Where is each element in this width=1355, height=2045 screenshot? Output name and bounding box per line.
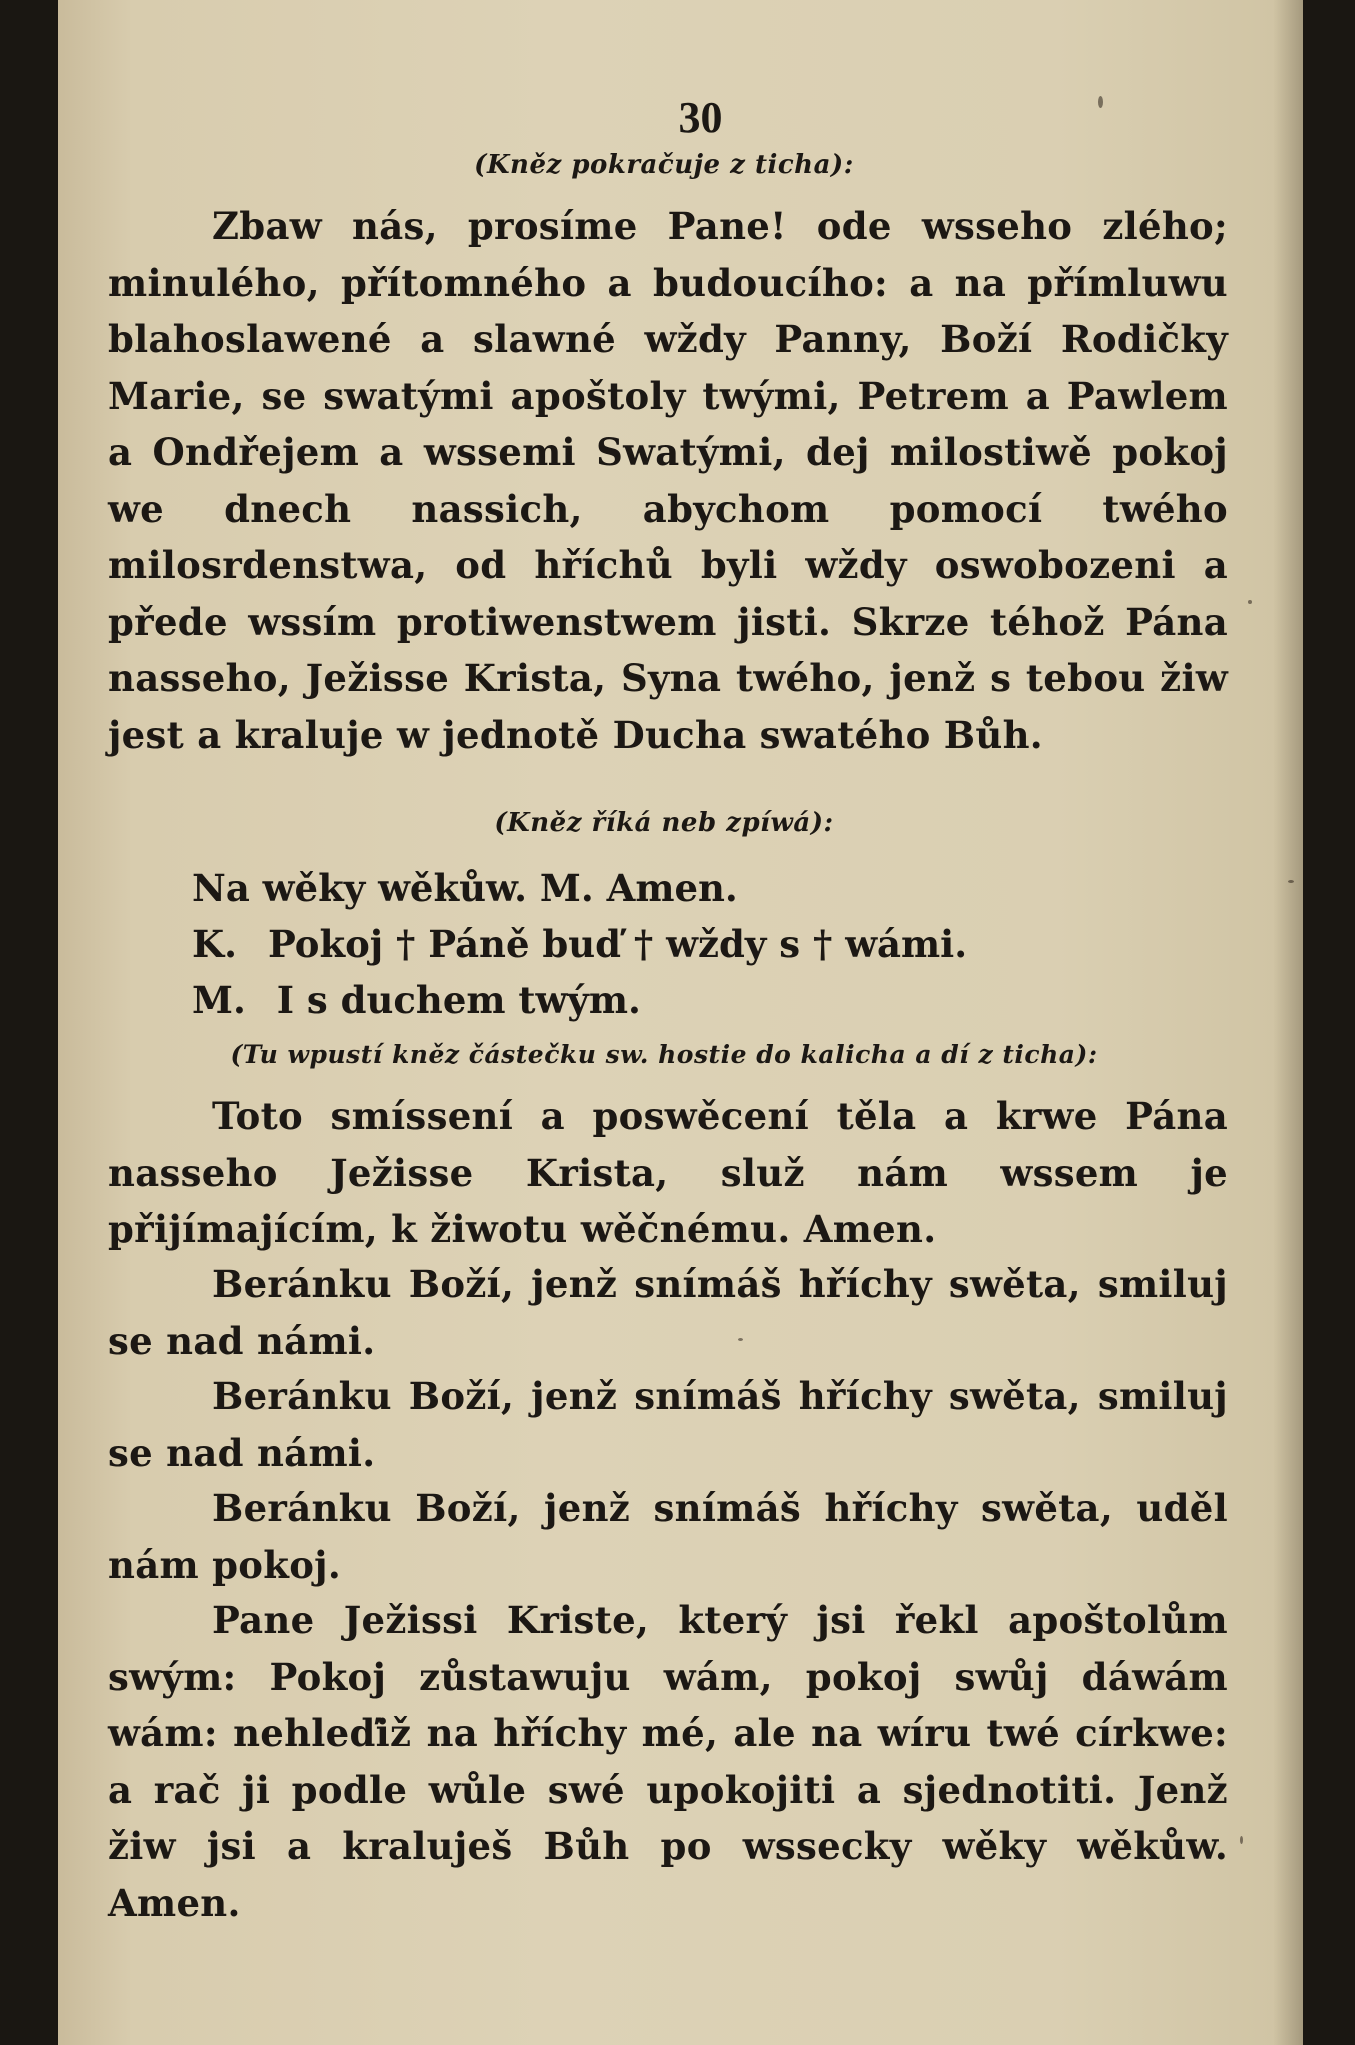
response-text: Pokoj † Páně buď † wždy s † wámi. [267, 922, 968, 966]
response-line-et-cum-spiritu [192, 972, 1172, 1029]
response-label: K. [192, 922, 238, 966]
response-line-per-omnia [192, 860, 1172, 917]
paper-speck [1288, 880, 1294, 883]
prayer-agnus-dei-2: Beránku Boží, jenž snímáš hříchy swěta, smiluj se nad námi. [108, 1374, 1228, 1475]
rubric-priest-continues: (Kněz pokračuje z ticha): [474, 150, 854, 180]
rubric-priest-says-or-sings: (Kněz říká neb zpíwá): [494, 808, 834, 838]
prayer-embolism: Zbaw nás, prosíme Pane! ode wsseho zlého; minulého, přítomného a budoucího: a na přímluwu blahoslawené a slawné wždy Panny, Boží Rodičky Marie, se swatými apoštoly twými, Petrem a Pawlem a Ondřejem a wssemi Swatými, dej milostiwě pokoj we dnech nassich, abychom pomocí twého milosrdenstwa, od hříchů byli wždy oswobozeni a přede wssím protiwenstwem jisti. Skrze téhož Pána nasseho, Ježisse Krista, Syna twého, jenž s tebou žiw jest a kraluje w jednotě Ducha swatého Bůh. [108, 204, 1228, 757]
paper-speck [738, 1338, 743, 1341]
response-text: Na wěky wěkůw. M. Amen. [192, 866, 738, 910]
rubric-commingling: (Tu wpustí kněz částečku sw. hostie do kalicha a dí z ticha): [230, 1040, 1098, 1069]
paper-speck [1248, 600, 1252, 604]
prayer-agnus-dei-1: Beránku Boží, jenž snímáš hříchy swěta, smiluj se nad námi. [108, 1262, 1228, 1363]
prayer-pax: Pane Ježissi Kriste, který jsi řekl apoštolům swým: Pokoj zůstawuju wám, pokoj swůj dáwám wám: nehleďiž na hříchy mé, ale na wíru twé církwe: a rač ji podle wůle swé upokojiti a sjednotiti. Jenž žiw jsi a kraluješ Bůh po wssecky wěky wěkůw. Amen. [108, 1598, 1228, 1925]
paper-speck [1240, 1836, 1243, 1844]
paper-speck [1098, 96, 1103, 108]
book-page [58, 0, 1303, 2045]
response-line-pax-domini [192, 916, 1172, 973]
prayer-agnus-dei-3: Beránku Boží, jenž snímáš hříchy swěta, uděl nám pokoj. [108, 1486, 1228, 1587]
response-label: M. [192, 978, 246, 1022]
page-number: 30 [678, 93, 723, 142]
prayer-commingling: Toto smíssení a poswěcení těla a krwe Pána nasseho Ježisse Krista, služ nám wssem je přijímajícím, k žiwotu wěčnému. Amen. [108, 1094, 1228, 1251]
response-text: I s duchem twým. [276, 978, 641, 1022]
